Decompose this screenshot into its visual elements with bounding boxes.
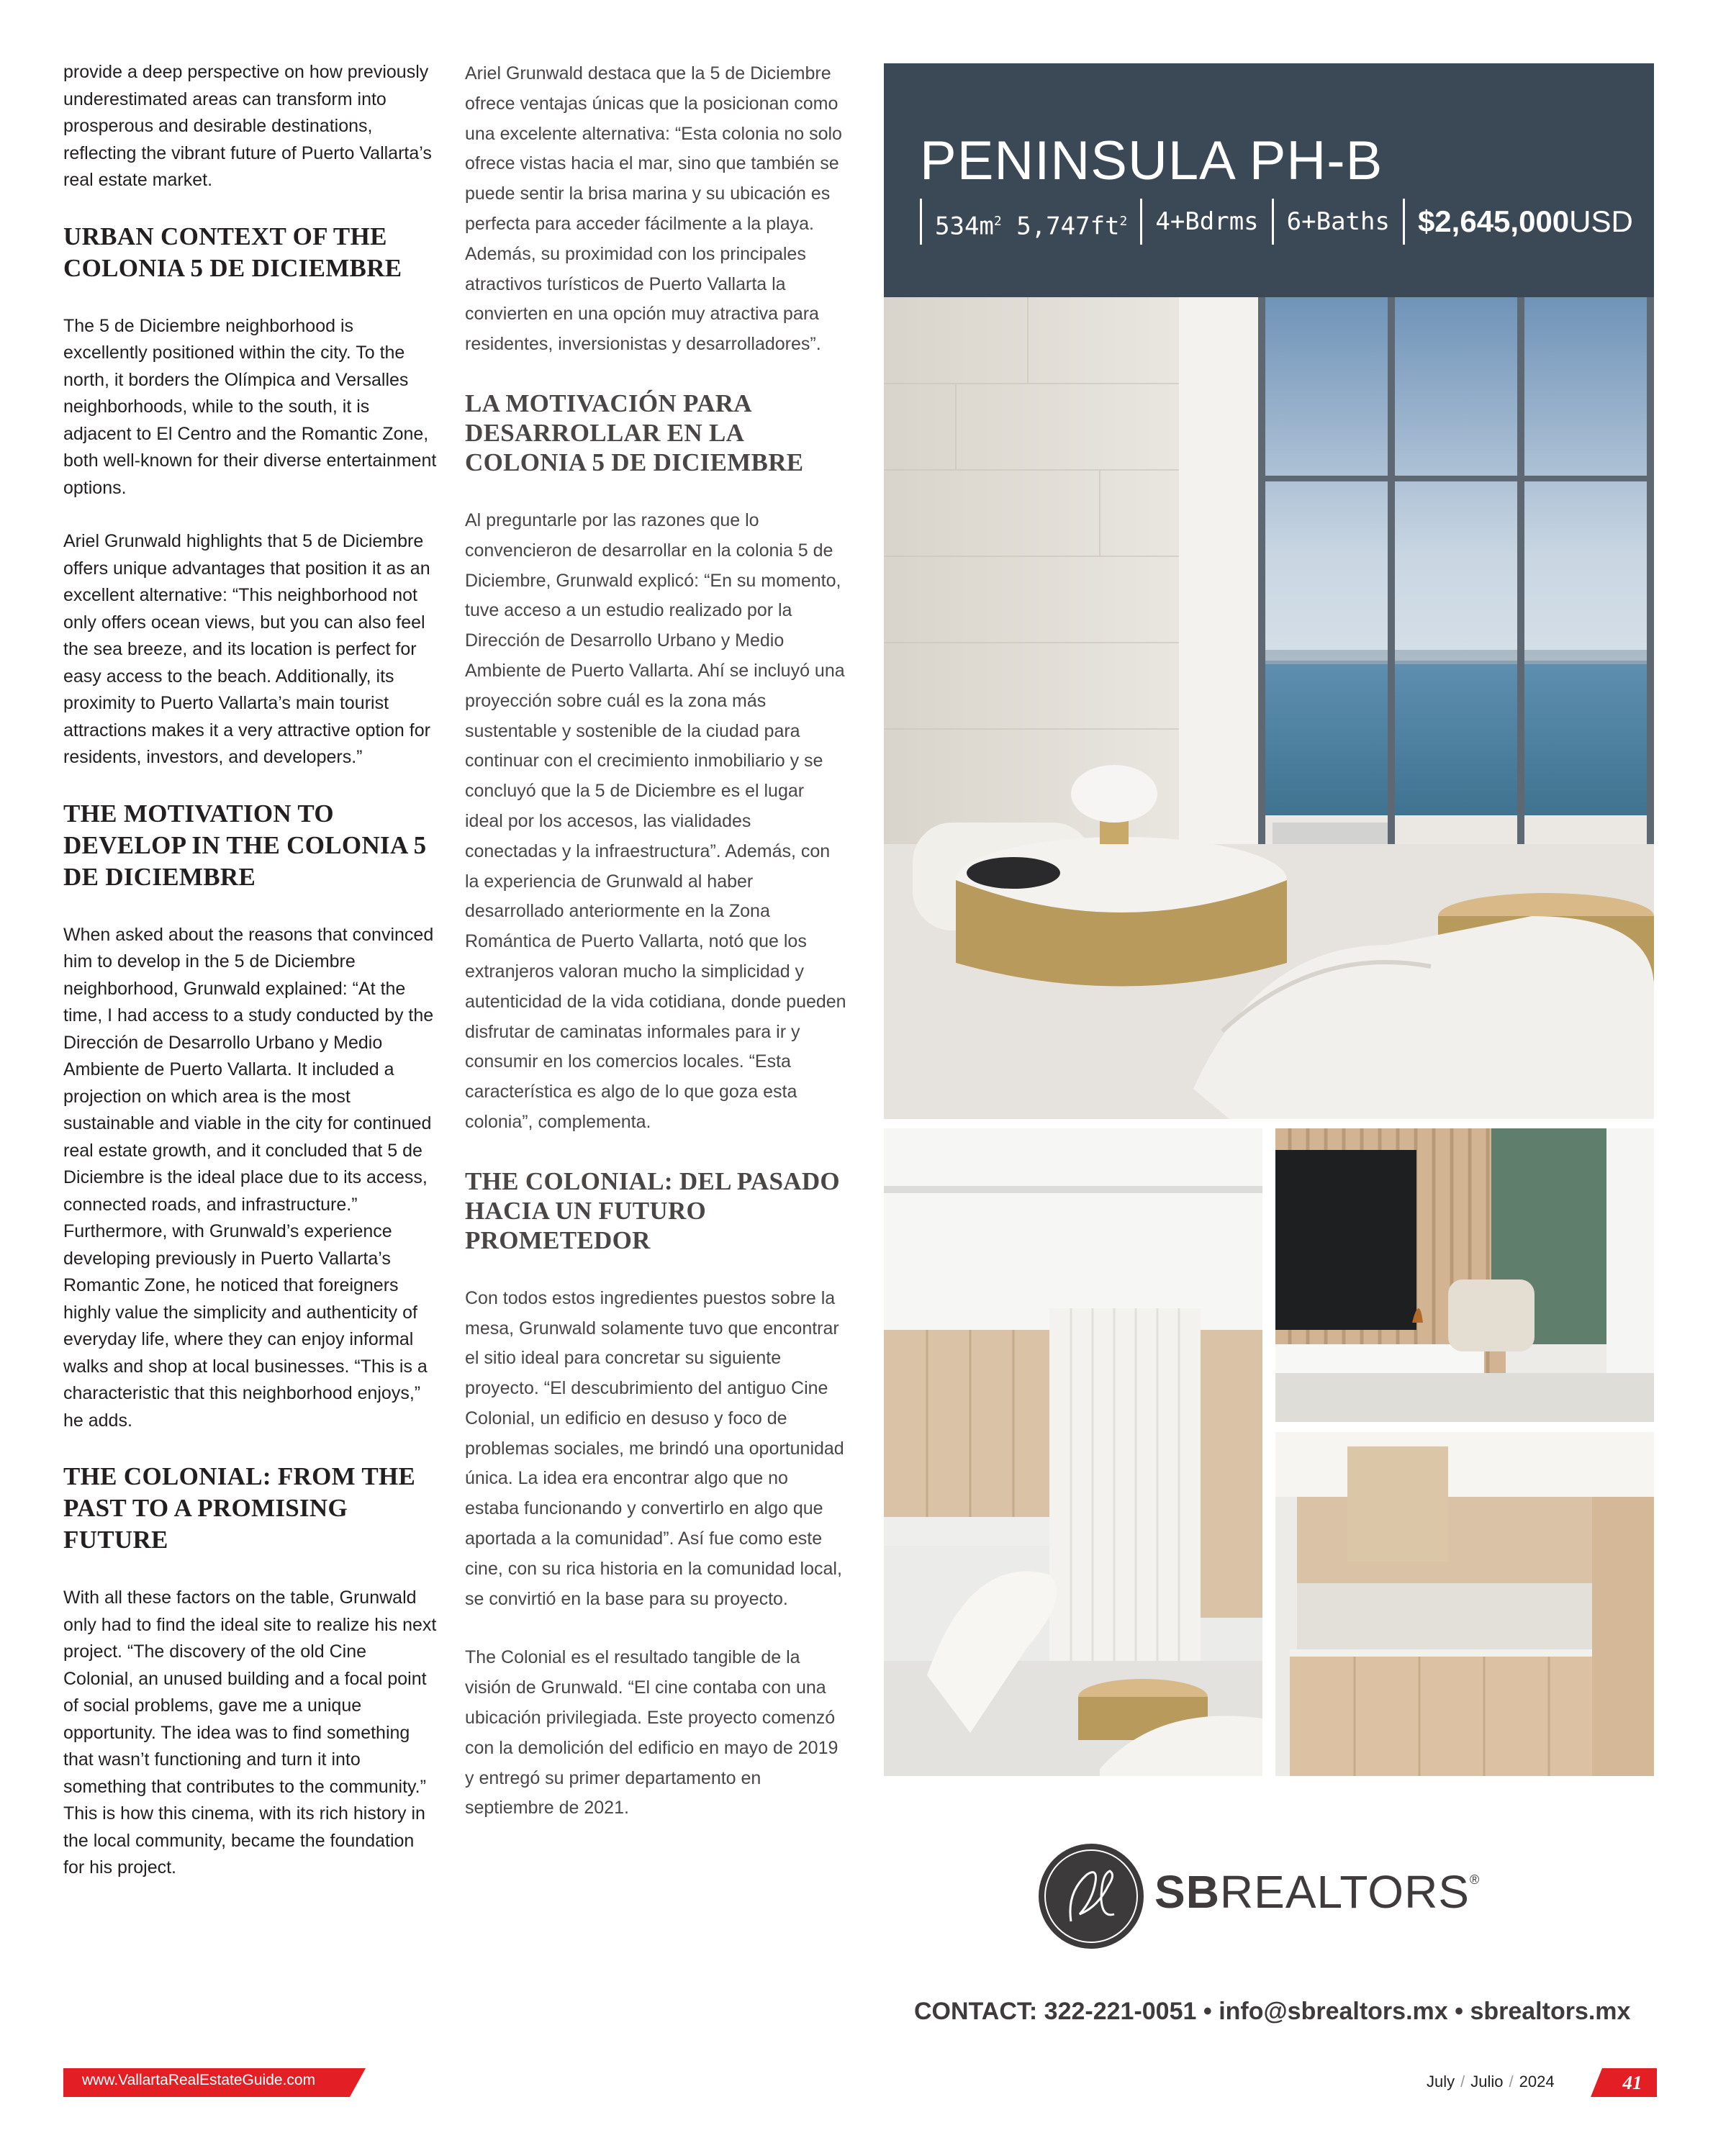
footer-date: July / Julio / 2024 xyxy=(1427,2073,1555,2091)
heading-colonial: THE COLONIAL: FROM THE PAST TO A PROMISING FUTURE xyxy=(63,1462,416,1554)
paragraph-ariel-es: Ariel Grunwald destaca que la 5 de Diciembre ofrece ventajas únicas que la posicionan como una excelente alternativa: “Esta colonia no solo ofrece vistas hacia el mar, sino que también se puede sentir la brisa marina y su ubicación es perfecta para acceder fácilmente a la playa. Además, su proximidad con los principales atractivos turísticos de Puerto Vallarta la convierten en una opción muy atractiva para residentes, inversionistas y desarrolladores”. xyxy=(465,63,842,355)
paragraph-colonial-es: Con todos estos ingredientes puestos sobre la mesa, Grunwald solamente tuvo que encontrar el sitio ideal para concretar su siguiente proyecto. “El descubrimiento del antiguo Cine Colonial, un edificio en desuso y foco de problemas sociales, me brindó una oportunidad única. La idea era encontrar algo que no estaba funcionando y convertirlo en algo que aportada a la comunidad”. Así fue como este cine, con su rica historia en la comunidad local, se convirtió en la base para su proyecto. xyxy=(465,1287,844,1609)
paragraph-ariel: Ariel Grunwald highlights that 5 de Diciembre offers unique advantages that position it as an excellent alternative: “This neighborhood not only offers ocean views, but you can also feel the sea breeze, and its location is perfect for easy access to the beach. Additionally, its proximity to Puerto Vallarta’s main tourist attractions makes it a very attractive option for residents, investors, and developers.” xyxy=(63,531,430,767)
heading-motivation: THE MOTIVATION TO DEVELOP IN THE COLONIA 5 DE DICIEMBRE xyxy=(63,799,427,891)
article-column-spanish xyxy=(465,59,846,1824)
spec-price: $2,645,000USD xyxy=(1403,199,1646,245)
article-column-english xyxy=(63,59,438,1882)
kitchen-island-photo xyxy=(1275,1432,1654,1776)
living-room-photo xyxy=(884,297,1654,1119)
paragraph-motivation: When asked about the reasons that convinced him to develop in the 5 de Diciembre neighborhood, Grunwald explained: “At the time, I had access to a study conducted by the Dirección de Desarrollo Urbano y Medio Ambiente de Puerto Vallarta. It included a projection on which area is the most sustainable and viable in the city for continued real estate growth, and it concluded that 5 de Diciembre is the ideal place due to its access, connected roads, and infrastructure.” Furthermore, with Grunwald’s experience developing previously in Puerto Vallarta’s Romantic Zone, he noticed that foreigners highly value the simplicity and authenticity of everyday life, where they can enjoy informal walks and shop at local businesses. “This is a characteristic that this neighborhood enjoys,” he adds. xyxy=(63,924,434,1431)
paragraph-urban-context: The 5 de Diciembre neighborhood is excellently positioned within the city. To the north, it borders the Olímpica and Versalles neighborhoods, while to the south, it is adjacent to El Centro and the Romantic Zone, both well-known for their diverse entertainment options. xyxy=(63,315,437,498)
footer-website-link[interactable]: www.VallartaRealEstateGuide.com xyxy=(82,2072,316,2088)
listing-header xyxy=(884,63,1654,297)
paragraph-motivation-es: Al preguntarle por las razones que lo convencieron de desarrollar en la colonia 5 de Diciembre, Grunwald explicó: “En su momento, tuve acceso a un estudio realizado por la Dirección de Desarrollo Urbano y Medio Ambiente de Puerto Vallarta. Ahí se incluyó una proyección sobre cuál es la zona más sustentable y sostenible de la ciudad para continuar con el crecimiento inmobiliario y se concluyó que la 5 de Diciembre es el lugar ideal por los accesos, las vialidades conectadas y la infraestructura”. Además, con la experiencia de Grunwald al haber desarrollado anteriormente en la Zona Romántica de Puerto Vallarta, notó que los extranjeros valoran mucho la simplicidad y autenticidad de la vida cotidiana, donde pueden disfrutar de caminatas informales para ir y consumir en los comercios locales. “Esta característica es algo de lo que goza esta colonia”, complementa. xyxy=(465,509,846,1132)
heading-urban-context: URBAN CONTEXT OF THE COLONIA 5 DE DICIEMBRE xyxy=(63,222,402,282)
page-number: 41 xyxy=(1622,2072,1642,2093)
intro-paragraph: provide a deep perspective on how previously underestimated areas can transform into prosperous and desirable destinations, reflecting the vibrant future of Puerto Vallarta’s real estate market. xyxy=(63,62,432,190)
paragraph-result-es: The Colonial es el resultado tangible de la visión de Grunwald. “El cine contaba con una ubicación privilegiada. Este proyecto comenzó con la demolición del edificio en mayo de 2019 y entregó su primer departamento en septiembre de 2021. xyxy=(465,1647,839,1818)
tv-room-photo xyxy=(1275,1128,1654,1422)
contact-line: CONTACT: 322-221-0051 • info@sbrealtors.mx • sbrealtors.mx xyxy=(914,1998,1631,2025)
brand-name: SBREALTORS® xyxy=(1154,1866,1481,1918)
spec-area: $534m^2$ $5,747ft^2$ xyxy=(920,199,1140,245)
kitchen-photo xyxy=(884,1128,1262,1776)
listing-specs xyxy=(920,199,1646,245)
heading-colonial-es: THE COLONIAL: DEL PASADO HACIA UN FUTURO PROMETEDOR xyxy=(465,1167,840,1254)
spec-baths: 6+Baths xyxy=(1272,199,1403,245)
listing-title: PENINSULA PH-B xyxy=(920,130,1383,191)
spec-bedrooms: 4+Bdrms xyxy=(1140,199,1271,245)
paragraph-colonial: With all these factors on the table, Grunwald only had to find the ideal site to realize his next project. “The discovery of the old Cine Colonial, an unused building and a focal point of social problems, gave me a unique opportunity. The idea was to find something that wasn’t functioning and turn it into something that contributes to the community.” This is how this cinema, with its rich history in the local community, became the foundation for his project. xyxy=(63,1587,437,1878)
heading-motivation-es: LA MOTIVACIÓN PARA DESARROLLAR EN LA COLONIA 5 DE DICIEMBRE xyxy=(465,389,804,476)
